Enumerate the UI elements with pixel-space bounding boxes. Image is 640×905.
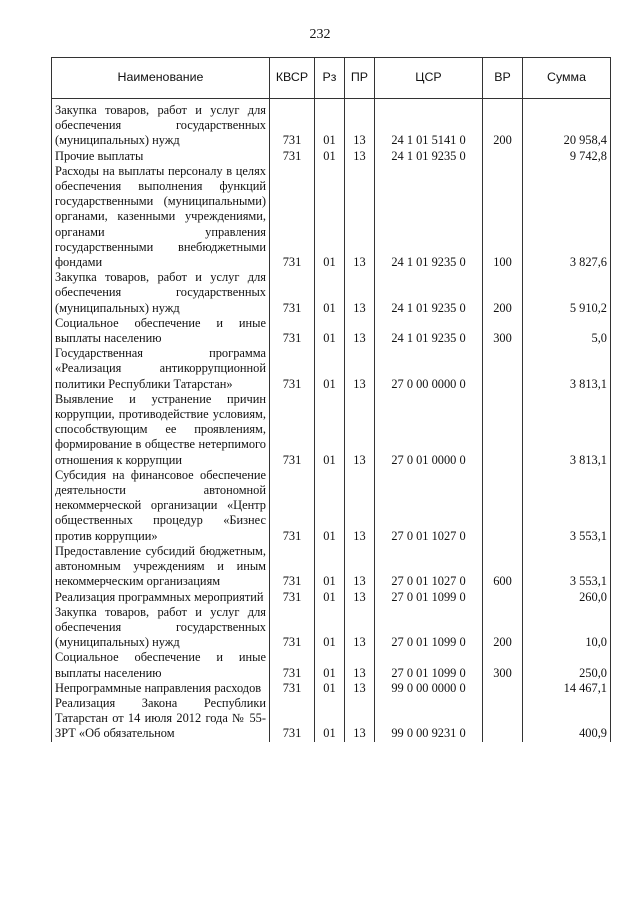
row-pr: 13 [345, 316, 375, 346]
row-sum: 5 910,2 [523, 270, 611, 316]
row-sum: 3 813,1 [523, 392, 611, 468]
row-sum: 3 813,1 [523, 346, 611, 392]
header-pr: ПР [345, 58, 375, 99]
row-vr [483, 149, 523, 164]
row-name: Выявление и устранение причин коррупции, противодействие условиям, способствующим ее проявлениям, формирование в обществе нетерпимого отношения к коррупции [52, 392, 270, 468]
table-row [52, 681, 611, 696]
row-kvsr: 731 [270, 164, 315, 270]
table-row [52, 316, 611, 346]
header-kvsr: КВСР [270, 58, 315, 99]
row-kvsr: 731 [270, 650, 315, 680]
row-sum: 5,0 [523, 316, 611, 346]
row-kvsr: 731 [270, 149, 315, 164]
row-kvsr: 731 [270, 605, 315, 651]
row-pr: 13 [345, 392, 375, 468]
row-rz: 01 [315, 605, 345, 651]
row-name: Расходы на выплаты персоналу в целях обеспечения выполнения функций государственными (муниципальными) органами, казенными учреждениями, органами управления государственными внебюджетными фондами [52, 164, 270, 270]
row-name: Непрограммные направления расходов [52, 681, 270, 696]
row-csr: 24 1 01 9235 0 [375, 316, 483, 346]
row-rz: 01 [315, 650, 345, 680]
budget-table [51, 57, 611, 742]
row-csr: 24 1 01 9235 0 [375, 164, 483, 270]
row-vr: 600 [483, 544, 523, 590]
row-kvsr: 731 [270, 696, 315, 742]
table-row [52, 346, 611, 392]
row-pr: 13 [345, 696, 375, 742]
row-csr: 27 0 00 0000 0 [375, 346, 483, 392]
page-number: 232 [309, 27, 331, 42]
table-row [52, 696, 611, 742]
row-kvsr: 731 [270, 544, 315, 590]
table-row [52, 164, 611, 270]
row-rz: 01 [315, 468, 345, 544]
row-csr: 27 0 01 1099 0 [375, 650, 483, 680]
header-vr: ВР [483, 58, 523, 99]
table-row [52, 103, 611, 149]
row-pr: 13 [345, 103, 375, 149]
row-kvsr: 731 [270, 103, 315, 149]
table-row [52, 270, 611, 316]
row-csr: 24 1 01 9235 0 [375, 149, 483, 164]
row-sum: 400,9 [523, 696, 611, 742]
row-csr: 27 0 01 1099 0 [375, 605, 483, 651]
row-rz: 01 [315, 696, 345, 742]
row-name: Реализация программных мероприятий [52, 590, 270, 605]
row-name: Социальное обеспечение и иные выплаты населению [52, 650, 270, 680]
header-rz: Рз [315, 58, 345, 99]
row-vr: 100 [483, 164, 523, 270]
row-pr: 13 [345, 468, 375, 544]
row-name: Социальное обеспечение и иные выплаты населению [52, 316, 270, 346]
row-csr: 27 0 01 1027 0 [375, 468, 483, 544]
row-sum: 3 553,1 [523, 468, 611, 544]
row-rz: 01 [315, 103, 345, 149]
row-pr: 13 [345, 650, 375, 680]
row-sum: 9 742,8 [523, 149, 611, 164]
row-csr: 27 0 01 1027 0 [375, 544, 483, 590]
row-csr: 27 0 01 0000 0 [375, 392, 483, 468]
row-vr [483, 590, 523, 605]
row-csr: 99 0 00 0000 0 [375, 681, 483, 696]
table-row [52, 650, 611, 680]
row-sum: 250,0 [523, 650, 611, 680]
row-rz: 01 [315, 590, 345, 605]
table-row [52, 544, 611, 590]
row-kvsr: 731 [270, 346, 315, 392]
row-csr: 24 1 01 9235 0 [375, 270, 483, 316]
row-vr [483, 468, 523, 544]
header-csr: ЦСР [375, 58, 483, 99]
table-header-row [52, 58, 611, 99]
row-vr: 200 [483, 605, 523, 651]
row-csr: 27 0 01 1099 0 [375, 590, 483, 605]
table-row [52, 392, 611, 468]
row-vr [483, 346, 523, 392]
table-row [52, 605, 611, 651]
row-sum: 3 553,1 [523, 544, 611, 590]
row-sum: 10,0 [523, 605, 611, 651]
header-sum: Сумма [523, 58, 611, 99]
row-vr [483, 392, 523, 468]
row-kvsr: 731 [270, 392, 315, 468]
row-rz: 01 [315, 149, 345, 164]
row-csr: 99 0 00 9231 0 [375, 696, 483, 742]
row-rz: 01 [315, 346, 345, 392]
row-name: Государственная программа «Реализация антикоррупционной политики Республики Татарстан» [52, 346, 270, 392]
row-rz: 01 [315, 316, 345, 346]
row-sum: 14 467,1 [523, 681, 611, 696]
row-rz: 01 [315, 164, 345, 270]
row-rz: 01 [315, 270, 345, 316]
row-pr: 13 [345, 605, 375, 651]
row-name: Реализация Закона Республики Татарстан от 14 июля 2012 года № 55-ЗРТ «Об обязательном [52, 696, 270, 742]
row-vr: 300 [483, 316, 523, 346]
row-rz: 01 [315, 392, 345, 468]
table-row [52, 590, 611, 605]
row-name: Закупка товаров, работ и услуг для обеспечения государственных (муниципальных) нужд [52, 103, 270, 149]
row-vr [483, 696, 523, 742]
row-sum: 3 827,6 [523, 164, 611, 270]
row-vr: 200 [483, 270, 523, 316]
row-sum: 260,0 [523, 590, 611, 605]
row-name: Субсидия на финансовое обеспечение деятельности автономной некоммерческой организации «Центр общественных процедур «Бизнес против коррупции» [52, 468, 270, 544]
row-kvsr: 731 [270, 590, 315, 605]
row-csr: 24 1 01 5141 0 [375, 103, 483, 149]
row-pr: 13 [345, 681, 375, 696]
row-pr: 13 [345, 590, 375, 605]
row-kvsr: 731 [270, 468, 315, 544]
row-pr: 13 [345, 544, 375, 590]
row-vr: 200 [483, 103, 523, 149]
table-row [52, 468, 611, 544]
row-pr: 13 [345, 149, 375, 164]
table-body [52, 99, 611, 742]
header-name: Наименование [52, 58, 270, 99]
table-row [52, 149, 611, 164]
row-rz: 01 [315, 544, 345, 590]
row-kvsr: 731 [270, 270, 315, 316]
row-pr: 13 [345, 164, 375, 270]
row-kvsr: 731 [270, 681, 315, 696]
row-vr: 300 [483, 650, 523, 680]
row-name: Прочие выплаты [52, 149, 270, 164]
row-vr [483, 681, 523, 696]
row-kvsr: 731 [270, 316, 315, 346]
row-name: Закупка товаров, работ и услуг для обеспечения государственных (муниципальных) нужд [52, 605, 270, 651]
row-name: Предоставление субсидий бюджетным, автономным учреждениям и иным некоммерческим организациям [52, 544, 270, 590]
row-pr: 13 [345, 346, 375, 392]
row-name: Закупка товаров, работ и услуг для обеспечения государственных (муниципальных) нужд [52, 270, 270, 316]
row-pr: 13 [345, 270, 375, 316]
row-rz: 01 [315, 681, 345, 696]
row-sum: 20 958,4 [523, 103, 611, 149]
